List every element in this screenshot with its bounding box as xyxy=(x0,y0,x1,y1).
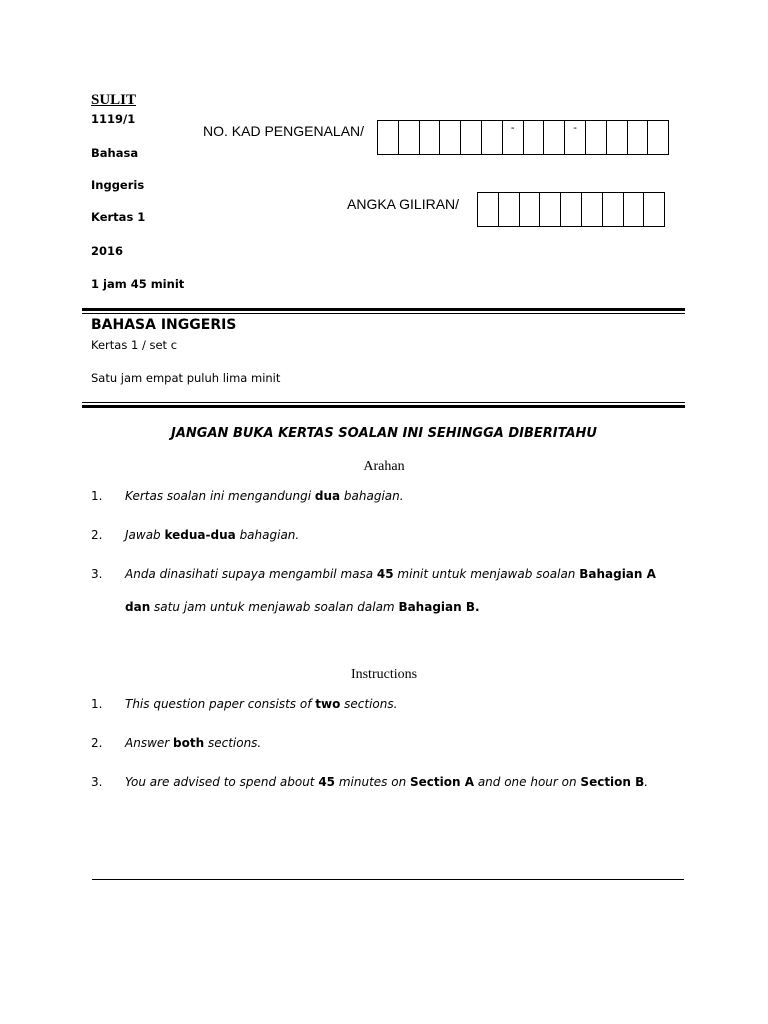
ic-digit-box[interactable] xyxy=(461,121,482,154)
ic-number-boxes[interactable] xyxy=(377,120,669,155)
instruction-item xyxy=(125,736,261,750)
meta-line-year: 2016 xyxy=(91,244,124,258)
arahan-number: 1. xyxy=(91,489,103,503)
angka-digit-box[interactable] xyxy=(561,193,582,226)
footer-rule xyxy=(92,879,684,880)
angka-digit-box[interactable] xyxy=(603,193,624,226)
item-text: Anda dinasihati supaya mengambil masa xyxy=(125,567,377,581)
meta-line-inggeris: Inggeris xyxy=(91,178,145,192)
title-bottom-rule-thick xyxy=(82,405,685,408)
ic-digit-box[interactable] xyxy=(378,121,399,154)
instruction-number: 3. xyxy=(91,775,103,789)
item-text-bold: Bahagian B. xyxy=(398,600,480,614)
paper-duration: Satu jam empat puluh lima minit xyxy=(91,371,281,385)
instruction-item xyxy=(125,697,397,711)
item-text-bold: 45 xyxy=(318,775,336,789)
item-text: bahagian. xyxy=(235,528,300,542)
angka-digit-box[interactable] xyxy=(624,193,645,226)
arahan-item xyxy=(125,489,404,503)
item-text-bold: two xyxy=(315,697,341,711)
ic-digit-box[interactable] xyxy=(440,121,461,154)
title-bottom-rule-thin xyxy=(82,402,685,403)
ic-dash-box[interactable]: - xyxy=(503,121,524,154)
ic-digit-box[interactable] xyxy=(544,121,565,154)
instruction-number: 2. xyxy=(91,736,103,750)
subject-title: BAHASA INGGERIS xyxy=(91,317,237,333)
ic-dash-box[interactable]: - xyxy=(565,121,586,154)
title-top-rule-thick xyxy=(82,308,685,311)
meta-line-kertas: Kertas 1 xyxy=(91,210,146,224)
sulit-label: SULIT xyxy=(91,92,137,108)
item-text: Kertas soalan ini mengandungi xyxy=(125,489,315,503)
ic-digit-box[interactable] xyxy=(628,121,649,154)
item-text: . xyxy=(644,775,649,789)
angka-digit-box[interactable] xyxy=(478,193,499,226)
ic-digit-box[interactable] xyxy=(420,121,441,154)
instruction-item xyxy=(125,775,648,789)
angka-giliran-label: ANGKA GILIRAN/ xyxy=(347,196,460,212)
item-text-bold: Section B xyxy=(580,775,645,789)
item-text: and one hour on xyxy=(474,775,581,789)
arahan-item xyxy=(125,567,656,581)
meta-line-time: 1 jam 45 minit xyxy=(91,277,185,291)
item-text: bahagian. xyxy=(340,489,404,503)
item-text-bold: Bahagian A xyxy=(579,567,656,581)
angka-digit-box[interactable] xyxy=(644,193,665,226)
item-text-bold: kedua-dua xyxy=(164,528,236,542)
item-text-bold: dua xyxy=(314,489,341,503)
arahan-item-continuation xyxy=(125,600,480,614)
ic-digit-box[interactable] xyxy=(482,121,503,154)
item-text: sections. xyxy=(204,736,262,750)
arahan-number: 2. xyxy=(91,528,103,542)
ic-digit-box[interactable] xyxy=(648,121,669,154)
angka-digit-box[interactable] xyxy=(582,193,603,226)
item-text: Jawab xyxy=(125,528,165,542)
item-text: minutes on xyxy=(335,775,410,789)
do-not-open-warning: JANGAN BUKA KERTAS SOALAN INI SEHINGGA DIBERITAHU xyxy=(171,426,597,441)
item-text: minit untuk menjawab soalan xyxy=(393,567,580,581)
arahan-number: 3. xyxy=(91,567,103,581)
item-text: sections. xyxy=(340,697,398,711)
item-text: Answer xyxy=(125,736,174,750)
angka-giliran-boxes[interactable] xyxy=(477,192,665,227)
item-text: You are advised to spend about xyxy=(125,775,319,789)
item-text-bold: Section A xyxy=(410,775,474,789)
ic-digit-box[interactable] xyxy=(524,121,545,154)
instructions-heading: Instructions xyxy=(350,667,418,682)
title-top-rule-thin xyxy=(82,313,685,314)
ic-digit-box[interactable] xyxy=(399,121,420,154)
item-text: This question paper consists of xyxy=(125,697,316,711)
arahan-item xyxy=(125,528,299,542)
angka-digit-box[interactable] xyxy=(499,193,520,226)
item-text: satu jam untuk menjawab soalan dalam xyxy=(150,600,399,614)
arahan-heading: Arahan xyxy=(363,459,405,474)
ic-digit-box[interactable] xyxy=(607,121,628,154)
ic-digit-box[interactable] xyxy=(586,121,607,154)
angka-digit-box[interactable] xyxy=(520,193,541,226)
item-text-bold: 45 xyxy=(376,567,394,581)
instruction-number: 1. xyxy=(91,697,103,711)
paper-set: Kertas 1 / set c xyxy=(91,338,178,352)
paper-code: 1119/1 xyxy=(91,112,136,126)
item-text-bold: dan xyxy=(125,600,151,614)
angka-digit-box[interactable] xyxy=(540,193,561,226)
item-text-bold: both xyxy=(173,736,205,750)
meta-line-bahasa: Bahasa xyxy=(91,146,139,160)
ic-number-label: NO. KAD PENGENALAN/ xyxy=(203,123,365,139)
